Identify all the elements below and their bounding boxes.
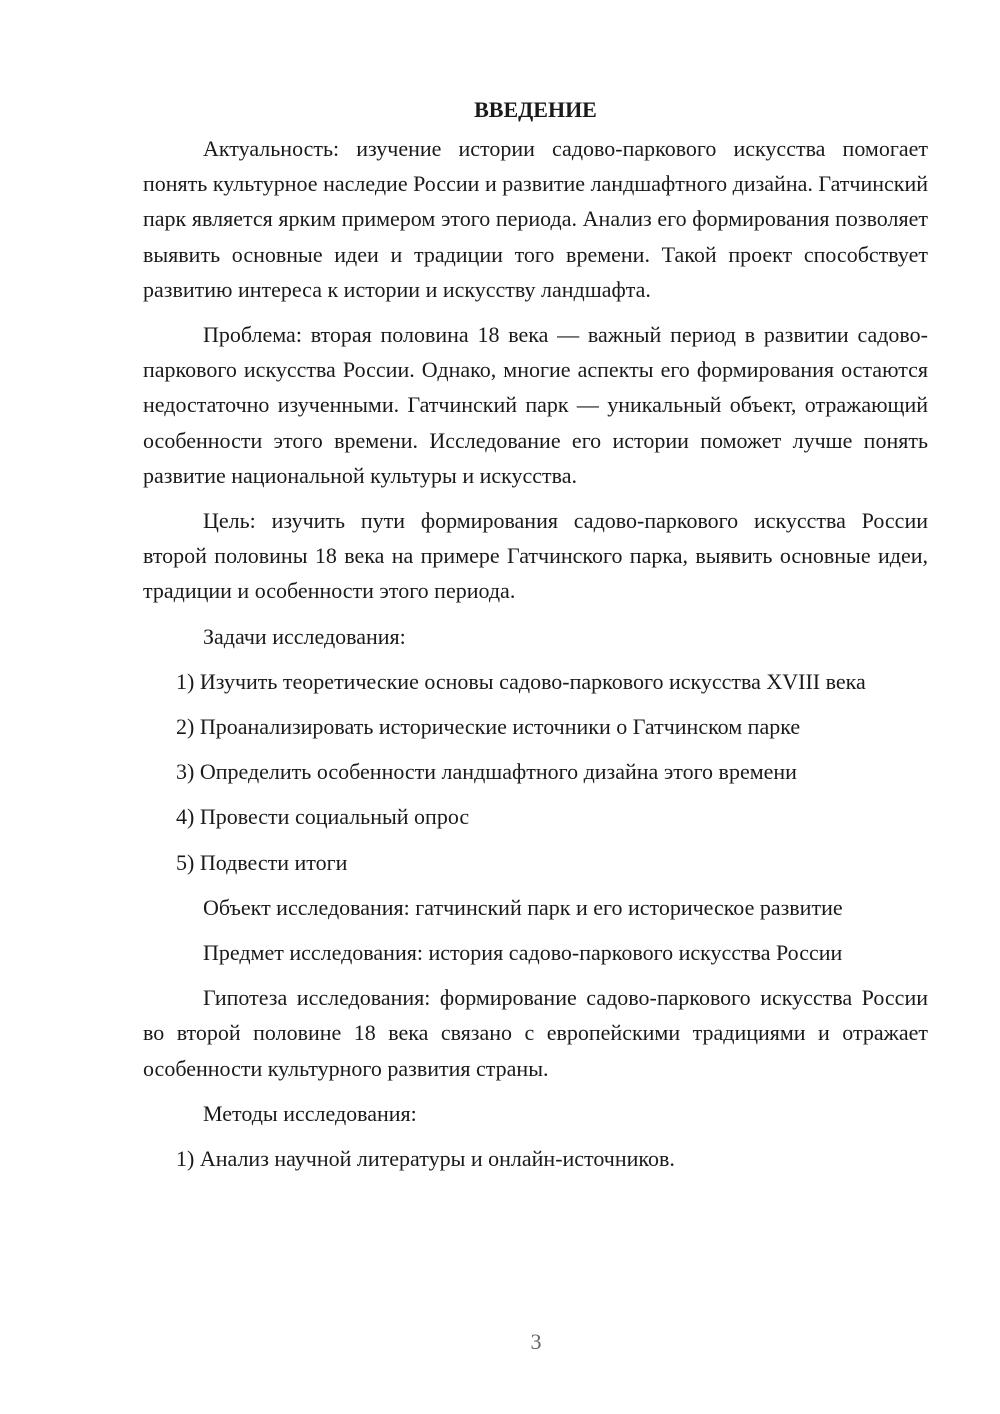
task-item-5: 5) Подвести итоги: [176, 849, 348, 875]
research-subject: Предмет исследования: история садово-паркового искусства России: [203, 940, 843, 966]
section-title: ВВЕДЕНИЕ: [474, 97, 597, 122]
methods-heading: Методы исследования:: [203, 1100, 417, 1126]
task-item-1: 1) Изучить теоретические основы садово-паркового искусства XVIII века: [176, 668, 866, 694]
paragraph-goal: Цель: изучить пути формирования садово-паркового искусства России второй половины 18 века на примере Гатчинского парка, выявить основные идеи, традиции и особенности этого периода.: [143, 508, 928, 604]
paragraph-problem: Проблема: вторая половина 18 века — важный период в развитии садово-паркового искусства России. Однако, многие аспекты его формирования остаются недостаточно изученными. Гатчинский парк — уникальный объект, отражающий особенности этого времени. Исследование его истории поможет лучше понять развитие национальной культуры и искусства.: [143, 322, 928, 488]
research-hypothesis: Гипотеза исследования: формирование садово-паркового искусства России во второй половине 18 века связано с европейскими традициями и отражает особенности культурного развития страны.: [143, 985, 928, 1081]
task-item-2: 2) Проанализировать исторические источники о Гатчинском парке: [176, 714, 801, 740]
tasks-heading: Задачи исследования:: [203, 623, 406, 649]
page-number: 3: [530, 1329, 542, 1354]
task-item-4: 4) Провести социальный опрос: [176, 804, 470, 830]
method-item-1: 1) Анализ научной литературы и онлайн-источников.: [176, 1146, 675, 1172]
task-item-3: 3) Определить особенности ландшафтного дизайна этого времени: [176, 759, 797, 785]
document-page: [143, 92, 928, 1186]
paragraph-relevance: Актуальность: изучение истории садово-паркового искусства помогает понять культурное наследие России и развитие ландшафтного дизайна. Гатчинский парк является ярким примером этого периода. Анализ его формирования позволяет выявить основные идеи и традиции того времени. Такой проект способствует развитию интереса к истории и искусству ландшафта.: [143, 136, 928, 302]
research-object: Объект исследования: гатчинский парк и его историческое развитие: [203, 894, 843, 920]
